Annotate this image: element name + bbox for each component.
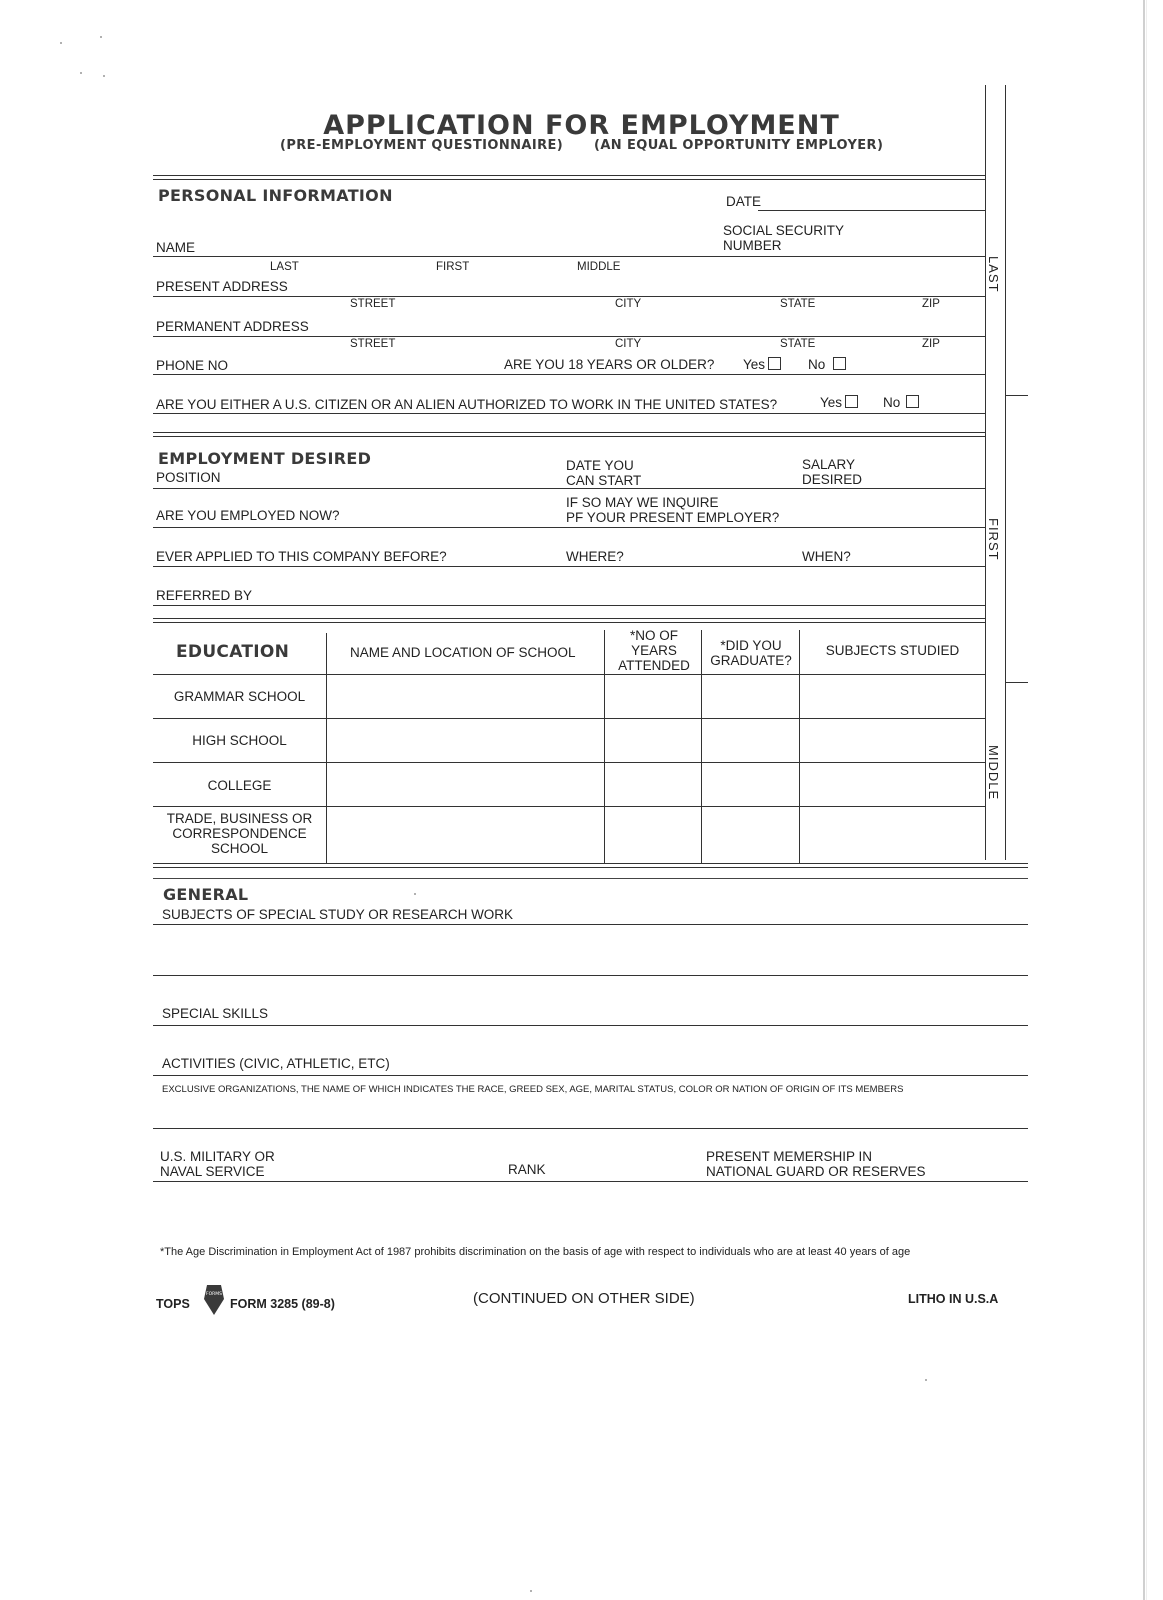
tops-logo-shape [204, 1285, 224, 1315]
litho-note: LITHO IN U.S.A [908, 1292, 999, 1306]
age-yes-option[interactable] [743, 357, 781, 372]
permanent-address-label: PERMANENT ADDRESS [156, 319, 309, 334]
special-study-field-line-2[interactable] [153, 975, 1028, 976]
position-field-line[interactable] [153, 488, 985, 489]
start-date-label: DATE YOU [566, 458, 634, 473]
edu-row-college: COLLEGE [207, 778, 272, 793]
name-first-caption: FIRST [436, 261, 470, 273]
education-heading: EDUCATION [176, 642, 290, 662]
name-middle-caption: MIDDLE [577, 261, 621, 273]
side-strip-right-border [1005, 85, 1006, 860]
scan-speck [60, 42, 62, 44]
special-skills-field-line[interactable] [153, 1025, 1028, 1026]
edu-row-grammar: GRAMMAR SCHOOL [173, 689, 306, 704]
age-question: ARE YOU 18 YEARS OR OLDER? [504, 357, 715, 372]
phone-field-line[interactable] [153, 374, 985, 375]
edu-row-line [153, 806, 985, 807]
permanent-address-field-line[interactable] [153, 336, 985, 337]
edu-col-divider [604, 630, 605, 863]
section-divider [153, 878, 1028, 879]
edu-row-high-school: HIGH SCHOOL [192, 733, 287, 748]
scan-speck [925, 1379, 927, 1381]
edu-row-line [153, 674, 985, 675]
scan-speck [100, 36, 102, 38]
section-divider [153, 432, 985, 433]
guard-label: PRESENT MEMERSHIP IN [706, 1149, 873, 1164]
present-city-caption: CITY [615, 298, 642, 310]
citizen-question: ARE YOU EITHER A U.S. CITIZEN OR AN ALIEN AUTHORIZED TO WORK IN THE UNITED STATES? [156, 397, 778, 412]
scan-speck [414, 893, 416, 895]
military-label: U.S. MILITARY OR [160, 1149, 275, 1164]
name-field-line[interactable] [153, 256, 985, 257]
side-label-middle: MIDDLE [986, 745, 1001, 801]
rank-label: RANK [508, 1162, 546, 1177]
present-zip-caption: ZIP [922, 298, 940, 310]
exclusive-organizations-note: EXCLUSIVE ORGANIZATIONS, THE NAME OF WHICH INDICATES THE RACE, GREED SEX, AGE, MARITAL STATUS, COLOR OR NATION OF ORIGIN OF ITS MEMBERS [162, 1084, 904, 1095]
salary-label: SALARY [802, 457, 856, 472]
form-subtitle-left: (PRE-EMPLOYMENT QUESTIONNAIRE) [280, 138, 564, 153]
tops-brand: TOPS [156, 1297, 190, 1311]
permanent-zip-caption: ZIP [922, 338, 940, 350]
activities-field-line[interactable] [153, 1075, 1028, 1076]
where-label: WHERE? [566, 549, 624, 564]
employment-desired-heading: EMPLOYMENT DESIRED [158, 449, 372, 468]
present-address-label: PRESENT ADDRESS [156, 279, 288, 294]
special-study-field-line[interactable] [153, 924, 1028, 925]
citizen-no-label: No [883, 395, 901, 410]
section-divider [153, 867, 1028, 868]
inquire-label: IF SO MAY WE INQUIRE [566, 495, 719, 510]
inquire-label-2: PF YOUR PRESENT EMPLOYER? [566, 510, 780, 525]
age-no-option[interactable] [808, 357, 846, 372]
applied-field-line[interactable] [153, 566, 985, 567]
citizen-yes-option[interactable] [820, 395, 858, 410]
edu-col-years: *NO OF YEARS ATTENDED [618, 628, 690, 673]
salary-label-2: DESIRED [802, 472, 863, 487]
citizen-no-option[interactable] [883, 395, 919, 410]
scan-speck [530, 1590, 532, 1592]
section-divider [153, 175, 985, 176]
edu-row-trade: TRADE, BUSINESS OR CORRESPONDENCE SCHOOL [166, 811, 313, 856]
military-label-2: NAVAL SERVICE [160, 1164, 265, 1179]
citizen-yes-checkbox[interactable] [845, 395, 858, 408]
military-field-line[interactable] [153, 1181, 1028, 1182]
permanent-street-caption: STREET [350, 338, 396, 350]
side-label-first: FIRST [986, 518, 1001, 561]
side-strip-tick [1006, 395, 1028, 396]
side-label-last: LAST [986, 256, 1001, 293]
start-date-label-2: CAN START [566, 473, 642, 488]
side-strip-tick [1006, 682, 1028, 683]
employed-field-line[interactable] [153, 527, 985, 528]
present-street-caption: STREET [350, 298, 396, 310]
section-divider [153, 179, 985, 180]
position-label: POSITION [156, 470, 221, 485]
general-heading: GENERAL [163, 885, 249, 904]
continued-note: (CONTINUED ON OTHER SIDE) [473, 1290, 695, 1307]
form-subtitle-right: (AN EQUAL OPPORTUNITY EMPLOYER) [594, 138, 884, 153]
present-state-caption: STATE [780, 298, 816, 310]
section-divider [153, 436, 985, 437]
employed-now-label: ARE YOU EMPLOYED NOW? [156, 508, 340, 523]
section-divider [153, 863, 1028, 864]
guard-label-2: NATIONAL GUARD OR RESERVES [706, 1164, 926, 1179]
name-label: NAME [156, 240, 196, 255]
permanent-city-caption: CITY [615, 338, 642, 350]
form-number: FORM 3285 (89-8) [230, 1297, 335, 1311]
age-yes-label: Yes [743, 357, 766, 372]
scan-speck [103, 75, 105, 77]
age-no-checkbox[interactable] [833, 357, 846, 370]
page-edge [1146, 0, 1147, 1600]
present-address-field-line[interactable] [153, 296, 985, 297]
edu-col-divider [799, 630, 800, 863]
edu-row-line [153, 762, 985, 763]
exclusive-field-line[interactable] [153, 1128, 1028, 1129]
edu-row-line [153, 718, 985, 719]
page-edge [1143, 0, 1145, 1600]
permanent-state-caption: STATE [780, 338, 816, 350]
age-discrimination-note: *The Age Discrimination in Employment Act of 1987 prohibits discrimination on the basis of age with respect to individuals who are at least 40 years of age [160, 1246, 911, 1258]
special-study-label: SUBJECTS OF SPECIAL STUDY OR RESEARCH WORK [162, 907, 514, 922]
referred-by-label: REFERRED BY [156, 588, 253, 603]
section-divider [153, 622, 985, 623]
age-no-label: No [808, 357, 826, 372]
phone-label: PHONE NO [156, 358, 229, 373]
tops-logo-text: FORMS [206, 1292, 222, 1297]
form-title: APPLICATION FOR EMPLOYMENT [323, 110, 840, 141]
personal-info-heading: PERSONAL INFORMATION [158, 186, 393, 205]
name-last-caption: LAST [270, 261, 299, 273]
edu-col-subjects: SUBJECTS STUDIED [825, 643, 960, 658]
citizen-field-line [153, 413, 985, 414]
date-label: DATE [726, 194, 762, 209]
section-divider [153, 618, 985, 619]
age-yes-checkbox[interactable] [768, 357, 781, 370]
edu-col-school: NAME AND LOCATION OF SCHOOL [350, 645, 576, 660]
special-skills-label: SPECIAL SKILLS [162, 1006, 269, 1021]
referred-field-line[interactable] [153, 605, 985, 606]
date-field-line[interactable] [758, 210, 985, 211]
side-strip-left-border [985, 85, 986, 860]
activities-label: ACTIVITIES (CIVIC, ATHLETIC, ETC) [162, 1056, 390, 1071]
citizen-no-checkbox[interactable] [906, 395, 919, 408]
citizen-yes-label: Yes [820, 395, 843, 410]
when-label: WHEN? [802, 549, 851, 564]
ssn-label: SOCIAL SECURITY [723, 223, 845, 238]
applied-before-label: EVER APPLIED TO THIS COMPANY BEFORE? [156, 549, 447, 564]
tops-logo-icon [202, 1283, 226, 1317]
edu-col-divider [326, 633, 327, 863]
ssn-label-2: NUMBER [723, 238, 782, 253]
scan-speck [80, 72, 82, 74]
edu-col-graduate: *DID YOU GRADUATE? [710, 638, 792, 668]
